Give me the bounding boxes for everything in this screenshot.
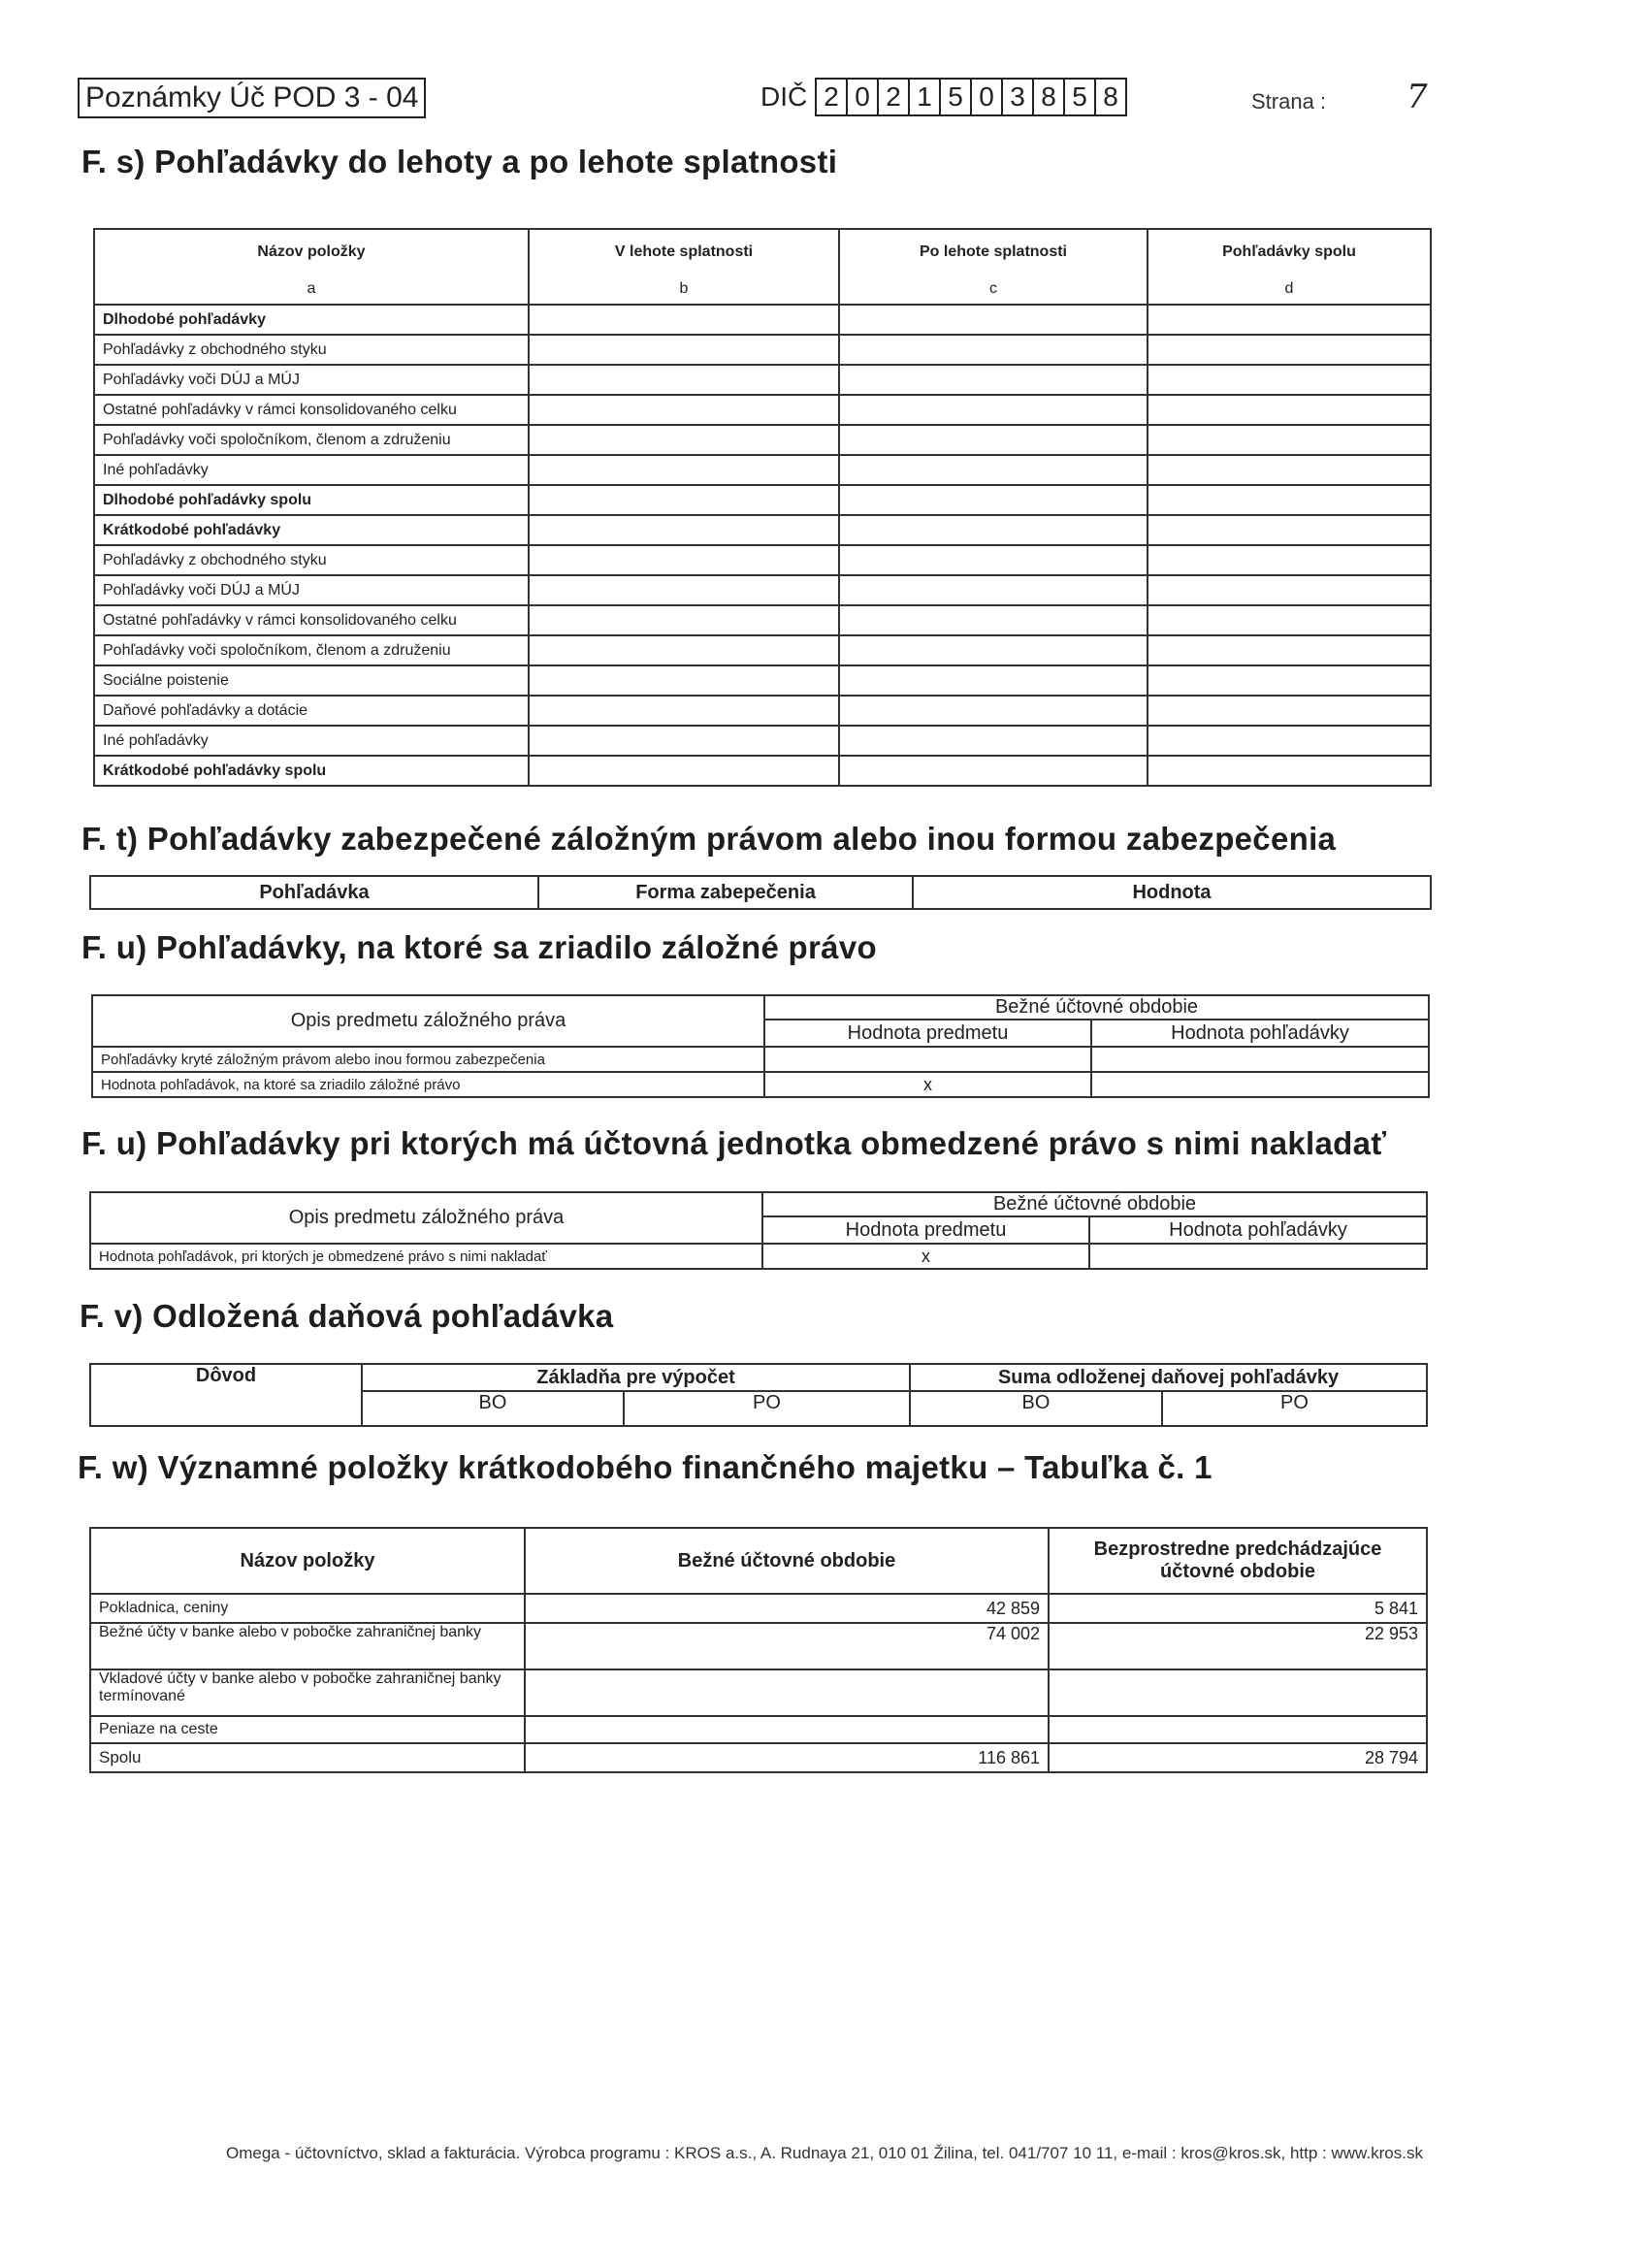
cell-current — [525, 1716, 1049, 1743]
section-w-title: F. w) Významné položky krátkodobého finančného majetku – Tabuľka č. 1 — [78, 1449, 1212, 1485]
col-header: Bežné účtovné obdobie — [677, 1549, 896, 1571]
dic-digit: 1 — [910, 80, 941, 114]
col-header: Základňa pre výpočet — [536, 1366, 735, 1388]
footer-text: Omega - účtovníctvo, sklad a fakturácia. Výrobca programu : KROS a.s., A. Rudnaya 21, 010 01 Žilina, tel. 041/707 10 11, e-mail : kros@kros.sk, http : www.kros.sk — [226, 2144, 1423, 2162]
table-row — [90, 1623, 1427, 1669]
table-row-label: Krátkodobé pohľadávky spolu — [94, 756, 529, 786]
cell-current: 74 002 — [525, 1623, 1049, 1669]
col-letter: b — [679, 279, 689, 297]
col-header: Pohľadávka — [259, 881, 370, 903]
table-row — [90, 1594, 1427, 1623]
col-header: Suma odloženej daňovej pohľadávky — [997, 1366, 1340, 1388]
page-label: Strana : — [1251, 89, 1327, 113]
row-label: Peniaze na ceste — [90, 1716, 525, 1743]
section-s-table — [93, 228, 1432, 787]
dic-digit: 2 — [817, 80, 848, 114]
section-u1-title: F. u) Pohľadávky, na ktoré sa zriadilo záložné právo — [81, 929, 877, 965]
col-letter: c — [989, 279, 997, 297]
col-header: Forma zabepečenia — [635, 881, 816, 903]
period-header: Bežné účtovné obdobie — [992, 1193, 1197, 1215]
row-label: Hodnota pohľadávok, pri ktorých je obmedzené právo s nimi nakladať — [90, 1244, 762, 1269]
cell-previous: 5 841 — [1049, 1594, 1427, 1623]
section-u1-table — [91, 994, 1430, 1098]
po-label: PO — [753, 1392, 781, 1413]
row-label: Pohľadávky kryté záložným právom alebo inou formou zabezpečenia — [92, 1047, 764, 1072]
row-label: Hodnota pohľadávok, na ktoré sa zriadilo záložné právo — [92, 1072, 764, 1097]
col-header: Hodnota pohľadávky — [1169, 1218, 1347, 1241]
table-row-label: Krátkodobé pohľadávky — [94, 515, 529, 545]
dic-digit: 3 — [1003, 80, 1034, 114]
row-label: Spolu — [90, 1743, 525, 1772]
section-v-title: F. v) Odložená daňová pohľadávka — [80, 1298, 614, 1334]
cell-previous — [1049, 1669, 1427, 1716]
table-row-label: Pohľadávky voči spoločníkom, členom a združeniu — [94, 425, 529, 455]
row-label: Bežné účty v banke alebo v pobočke zahraničnej banky — [90, 1623, 525, 1669]
dic-digit: 5 — [941, 80, 972, 114]
table-row-label: Pohľadávky voči DÚJ a MÚJ — [94, 575, 529, 605]
table-row-label: Dlhodobé pohľadávky spolu — [94, 485, 529, 515]
cell-current — [525, 1669, 1049, 1716]
table-row — [92, 1072, 1429, 1097]
table-row-label: Pohľadávky voči spoločníkom, členom a združeniu — [94, 635, 529, 665]
dic-digit: 0 — [848, 80, 879, 114]
col-header: V lehote splatnosti — [614, 243, 754, 260]
table-row-label: Daňové pohľadávky a dotácie — [94, 696, 529, 726]
cell-predmet: x — [764, 1072, 1091, 1097]
table-row-label: Ostatné pohľadávky v rámci konsolidovaného celku — [94, 395, 529, 425]
section-u2-title: F. u) Pohľadávky pri ktorých má účtovná jednotka obmedzené právo s nimi nakladať — [81, 1125, 1387, 1161]
col-header: Po lehote splatnosti — [919, 243, 1067, 260]
dic-digit: 0 — [972, 80, 1003, 114]
cell-predmet: x — [762, 1244, 1089, 1269]
col-header: Dôvod — [195, 1365, 257, 1386]
table-row — [90, 1244, 1427, 1269]
col-header: Hodnota predmetu — [847, 1021, 1009, 1044]
cell-previous: 22 953 — [1049, 1623, 1427, 1669]
table-row-label: Dlhodobé pohľadávky — [94, 305, 529, 335]
period-header: Bežné účtovné obdobie — [994, 996, 1199, 1018]
section-t-title: F. t) Pohľadávky zabezpečené záložným právom alebo inou formou zabezpečenia — [81, 821, 1337, 857]
cell-current: 116 861 — [525, 1743, 1049, 1772]
cell-previous: 28 794 — [1049, 1743, 1427, 1772]
table-row-label: Iné pohľadávky — [94, 455, 529, 485]
col-header: Hodnota predmetu — [845, 1218, 1007, 1241]
dic-digit: 8 — [1034, 80, 1065, 114]
col-letter: d — [1284, 279, 1294, 297]
po-label: PO — [1280, 1392, 1309, 1413]
col-header: Názov položky — [257, 243, 366, 260]
cell-previous — [1049, 1716, 1427, 1743]
cell-current: 42 859 — [525, 1594, 1049, 1623]
section-u2-table — [89, 1191, 1428, 1270]
dic-digit: 5 — [1065, 80, 1096, 114]
table-row — [90, 1743, 1427, 1772]
section-v-table — [89, 1363, 1428, 1427]
row-label: Vkladové účty v banke alebo v pobočke zahraničnej banky termínované — [90, 1669, 525, 1716]
col-header: Opis predmetu záložného práva — [288, 1207, 565, 1228]
col-header: Bezprostredne predchádzajúce účtovné obdobie — [1093, 1539, 1382, 1582]
dic-digits — [815, 78, 1127, 116]
table-row — [90, 1716, 1427, 1743]
table-row-label: Sociálne poistenie — [94, 665, 529, 696]
table-row-label: Pohľadávky z obchodného styku — [94, 335, 529, 365]
table-row-label: Ostatné pohľadávky v rámci konsolidovaného celku — [94, 605, 529, 635]
col-header: Pohľadávky spolu — [1222, 243, 1356, 260]
table-row-label: Pohľadávky z obchodného styku — [94, 545, 529, 575]
dic-digit: 8 — [1103, 81, 1118, 112]
table-row-label: Iné pohľadávky — [94, 726, 529, 756]
section-w-table — [89, 1527, 1428, 1773]
cell-predmet — [764, 1047, 1091, 1072]
col-header: Hodnota — [1132, 881, 1212, 903]
table-row — [92, 1047, 1429, 1072]
page-number: 7 — [1406, 78, 1428, 116]
col-header: Hodnota pohľadávky — [1171, 1021, 1349, 1044]
cell-pohl — [1091, 1047, 1429, 1072]
section-t-table — [89, 875, 1432, 910]
dic-label: DIČ — [760, 81, 808, 112]
col-header: Opis predmetu záložného práva — [290, 1010, 566, 1031]
col-header: Názov položky — [240, 1549, 375, 1571]
col-letter: a — [307, 279, 316, 297]
dic-digit: 2 — [879, 80, 910, 114]
table-row — [90, 1669, 1427, 1716]
table-row-label: Pohľadávky voči DÚJ a MÚJ — [94, 365, 529, 395]
section-s-title: F. s) Pohľadávky do lehoty a po lehote splatnosti — [81, 144, 838, 179]
bo-label: BO — [1021, 1392, 1051, 1413]
row-label: Pokladnica, ceniny — [90, 1594, 525, 1623]
cell-pohl — [1091, 1072, 1429, 1097]
bo-label: BO — [478, 1392, 507, 1413]
form-label: Poznámky Úč POD 3 - 04 — [78, 78, 426, 118]
